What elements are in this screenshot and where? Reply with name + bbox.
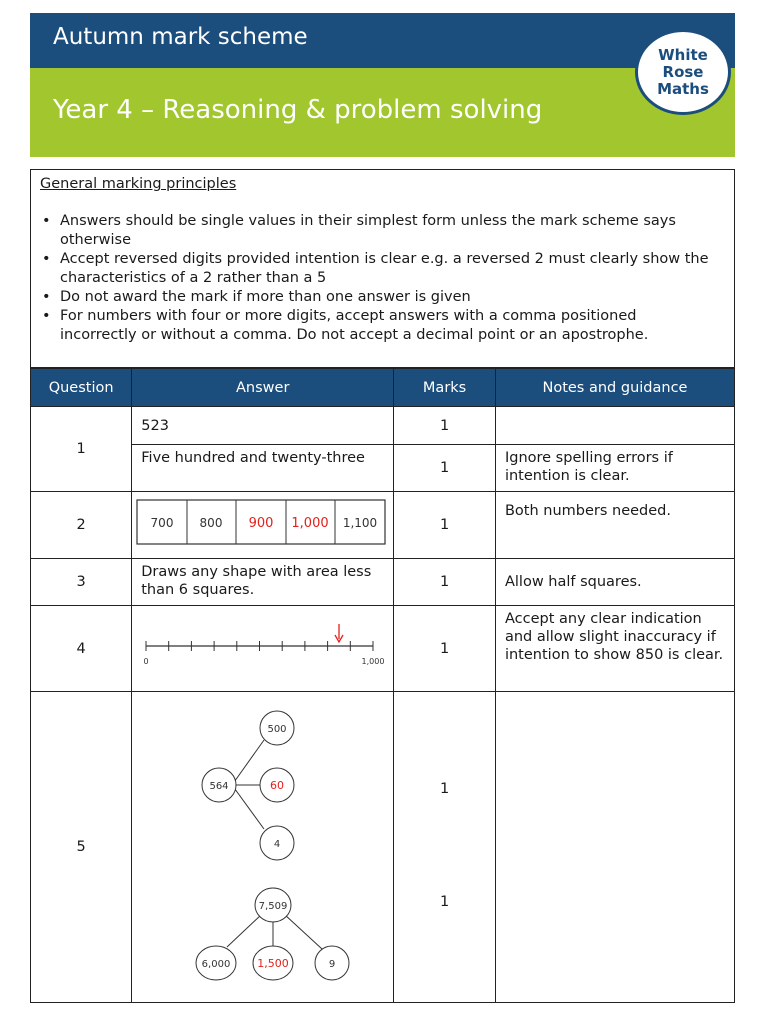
marks-cell: 1 <box>394 492 496 559</box>
header-title-bar <box>30 13 735 68</box>
col-header-answer: Answer <box>132 369 394 407</box>
question-number: 1 <box>31 407 132 492</box>
notes-cell <box>495 407 734 445</box>
answer-text: Five hundred and twenty-three <box>141 450 365 466</box>
header-title: Autumn mark scheme <box>53 24 308 50</box>
notes-text: Accept any clear indication and allow slight inaccuracy if intention to show 850 is clear. <box>504 611 724 663</box>
tree1-bottom: 4 <box>274 839 281 850</box>
principles-list <box>40 212 710 345</box>
principle-item: • Answers should be single values in their simplest form unless the mark scheme says otherwise <box>40 212 710 250</box>
col-header-marks: Marks <box>394 369 496 407</box>
question-number: 3 <box>31 559 132 606</box>
notes-cell <box>495 606 734 692</box>
tree1-root: 564 <box>209 781 229 792</box>
table-row <box>31 692 735 1003</box>
answer-cell <box>132 407 394 445</box>
sequence-answer-cell: 900 <box>248 516 274 531</box>
tree2-left: 6,000 <box>201 959 231 970</box>
table-row <box>31 407 735 445</box>
col-header-notes: Notes and guidance <box>495 369 734 407</box>
answer-cell <box>132 445 394 492</box>
sequence-answer-cell: 1,000 <box>291 516 329 531</box>
notes-cell <box>495 692 734 1003</box>
notes-cell <box>495 492 734 559</box>
table-row <box>31 559 735 606</box>
col-header-question: Question <box>31 369 132 407</box>
tree2-right: 9 <box>329 959 336 970</box>
number-sequence-diagram <box>132 497 390 549</box>
logo-word-2: Rose <box>662 62 704 81</box>
tree-branch <box>232 785 264 829</box>
tree1-top: 500 <box>267 724 287 735</box>
marks-cell: 1 <box>394 606 496 692</box>
table-header-row <box>31 369 735 407</box>
logo-word-3: Maths <box>657 79 709 98</box>
header-subtitle-bar <box>30 68 735 157</box>
sequence-cell: 700 <box>150 516 174 530</box>
part-whole-diagrams <box>132 692 390 997</box>
answer-text: Draws any shape with area less than 6 squares. <box>141 564 372 598</box>
mark-scheme-table <box>30 368 735 1003</box>
answer-cell <box>132 692 394 1003</box>
line-end-label: 1,000 <box>361 656 385 666</box>
table-row <box>31 606 735 692</box>
sequence-cell: 800 <box>199 516 223 530</box>
notes-cell <box>495 445 734 492</box>
answer-cell <box>132 606 394 692</box>
marks-value: 1 <box>439 894 450 910</box>
marks-cell: 1 <box>394 445 496 492</box>
notes-text: Allow half squares. <box>504 574 642 590</box>
tree2-root: 7,509 <box>258 901 288 912</box>
white-rose-maths-logo <box>635 29 731 115</box>
principle-item: • For numbers with four or more digits, accept answers with a comma positioned incorrectly or without a comma. Do not accept a decimal point or an apostrophe. <box>40 307 710 345</box>
answer-text: 523 <box>141 417 169 434</box>
principles-heading: General marking principles <box>40 176 237 192</box>
marks-value: 1 <box>439 781 450 797</box>
notes-text: Ignore spelling errors if intention is clear. <box>504 450 673 484</box>
table-row <box>31 445 735 492</box>
marking-principles-box <box>30 169 735 368</box>
question-number: 2 <box>31 492 132 559</box>
question-number: 4 <box>31 606 132 692</box>
marks-cell: 1 <box>394 407 496 445</box>
notes-text: Both numbers needed. <box>504 503 671 519</box>
number-line-diagram <box>132 622 390 672</box>
answer-cell <box>132 559 394 606</box>
header-subtitle: Year 4 – Reasoning & problem solving <box>53 95 543 125</box>
tree-branch <box>227 914 262 947</box>
line-start-label: 0 <box>143 656 149 666</box>
principle-item: • Do not award the mark if more than one answer is given <box>40 288 710 307</box>
tree1-answer: 60 <box>270 779 285 792</box>
answer-cell <box>132 492 394 559</box>
logo-word-1: White <box>658 45 708 64</box>
marks-cell: 1 <box>394 559 496 606</box>
sequence-cell: 1,100 <box>343 516 378 530</box>
principle-item: • Accept reversed digits provided intention is clear e.g. a reversed 2 must clearly show the characteristics of a 2 rather than a 5 <box>40 250 710 288</box>
table-row <box>31 492 735 559</box>
tree-branch <box>284 914 322 949</box>
notes-cell <box>495 559 734 606</box>
marks-cell <box>394 692 496 1003</box>
tree2-answer: 1,500 <box>257 957 289 970</box>
question-number: 5 <box>31 692 132 1003</box>
tree-branch <box>232 740 264 785</box>
